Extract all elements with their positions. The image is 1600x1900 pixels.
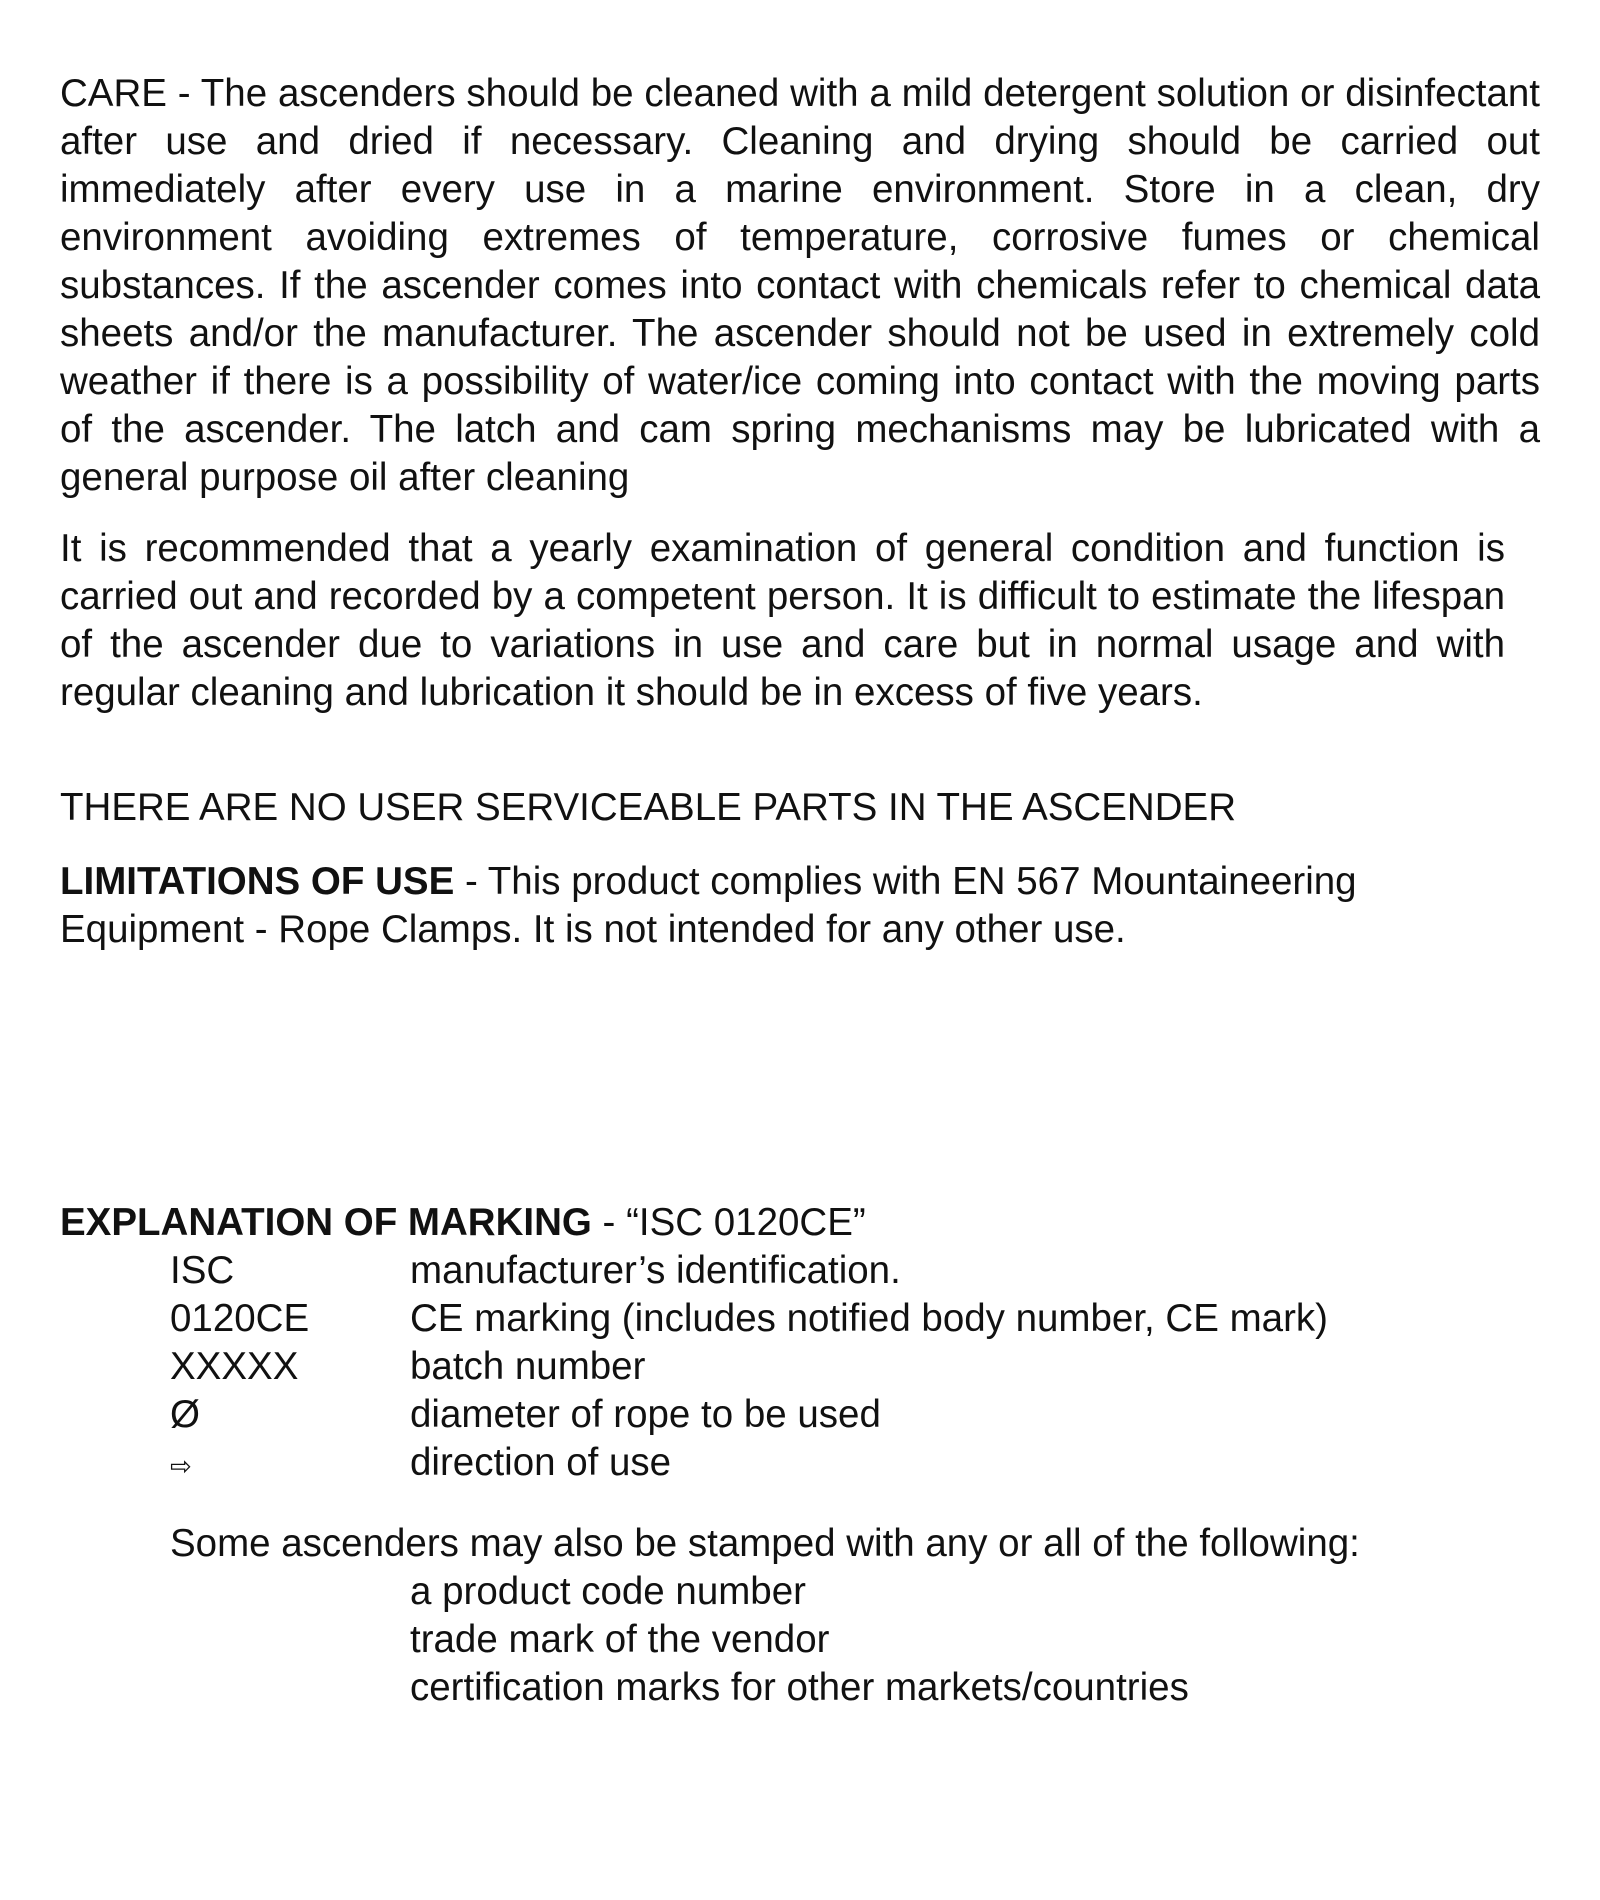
marking-row <box>170 1391 1328 1439</box>
limitations-paragraph <box>60 858 1505 954</box>
stamps-intro: Some ascenders may also be stamped with any or all of the following: <box>170 1522 1360 1565</box>
marking-description: batch number <box>410 1345 646 1388</box>
marking-description: manufacturer’s identification. <box>410 1249 901 1292</box>
list-item: trade mark of the vendor <box>410 1618 830 1661</box>
right-arrow-outline-icon: ⇨ <box>170 1452 192 1482</box>
diameter-symbol: Ø <box>170 1393 200 1436</box>
marking-row <box>170 1295 1328 1343</box>
care-paragraph: CARE - The ascenders should be cleaned with a mild detergent solution or disinfectant after use and dried if necessary. Cleaning and drying should be carried out immediately after every use in a marine environment. Store in a clean, dry environment avoiding extremes of temperature, corrosive fumes or chemical substances. If the ascender comes into contact with chemicals refer to chemical data sheets and/or the manufacturer. The ascender should not be used in extremely cold weather if there is a possibility of water/ice coming into contact with the moving parts of the ascender. The latch and cam spring mechanisms may be lubricated with a general purpose oil after cleaning <box>60 72 1540 499</box>
marking-code: XXXXX <box>170 1345 299 1388</box>
marking-code-text: - “ISC 0120CE” <box>591 1201 866 1244</box>
list-item: a product code number <box>410 1570 806 1613</box>
marking-description: diameter of rope to be used <box>410 1393 881 1436</box>
marking-description: direction of use <box>410 1441 672 1484</box>
marking-heading-line <box>60 1199 866 1247</box>
marking-code: ISC <box>170 1249 235 1292</box>
examination-paragraph: It is recommended that a yearly examination of general condition and function is carried out and recorded by a competent person. It is difficult to estimate the lifespan of the ascender due to variations in use and care but in normal usage and with regular cleaning and lubrication it should be in excess of five years. <box>60 527 1505 714</box>
stamps-list <box>410 1568 1189 1712</box>
limitations-heading: LIMITATIONS OF USE <box>60 860 455 903</box>
marking-heading: EXPLANATION OF MARKING <box>60 1201 592 1244</box>
marking-code: 0120CE <box>170 1297 310 1340</box>
marking-row <box>170 1247 1328 1295</box>
marking-row <box>170 1343 1328 1391</box>
marking-description: CE marking (includes notified body number, CE mark) <box>410 1297 1328 1340</box>
no-serviceable-parts-notice: THERE ARE NO USER SERVICEABLE PARTS IN THE ASCENDER <box>60 786 1236 829</box>
limitations-text: - This product complies with EN 567 Mountaineering Equipment - Rope Clamps. It is not intended for any other use. <box>60 860 1357 951</box>
direction-code-cell <box>170 1439 410 1491</box>
list-item: certification marks for other markets/countries <box>410 1666 1189 1709</box>
marking-table <box>170 1247 1328 1491</box>
marking-row <box>170 1439 1328 1491</box>
